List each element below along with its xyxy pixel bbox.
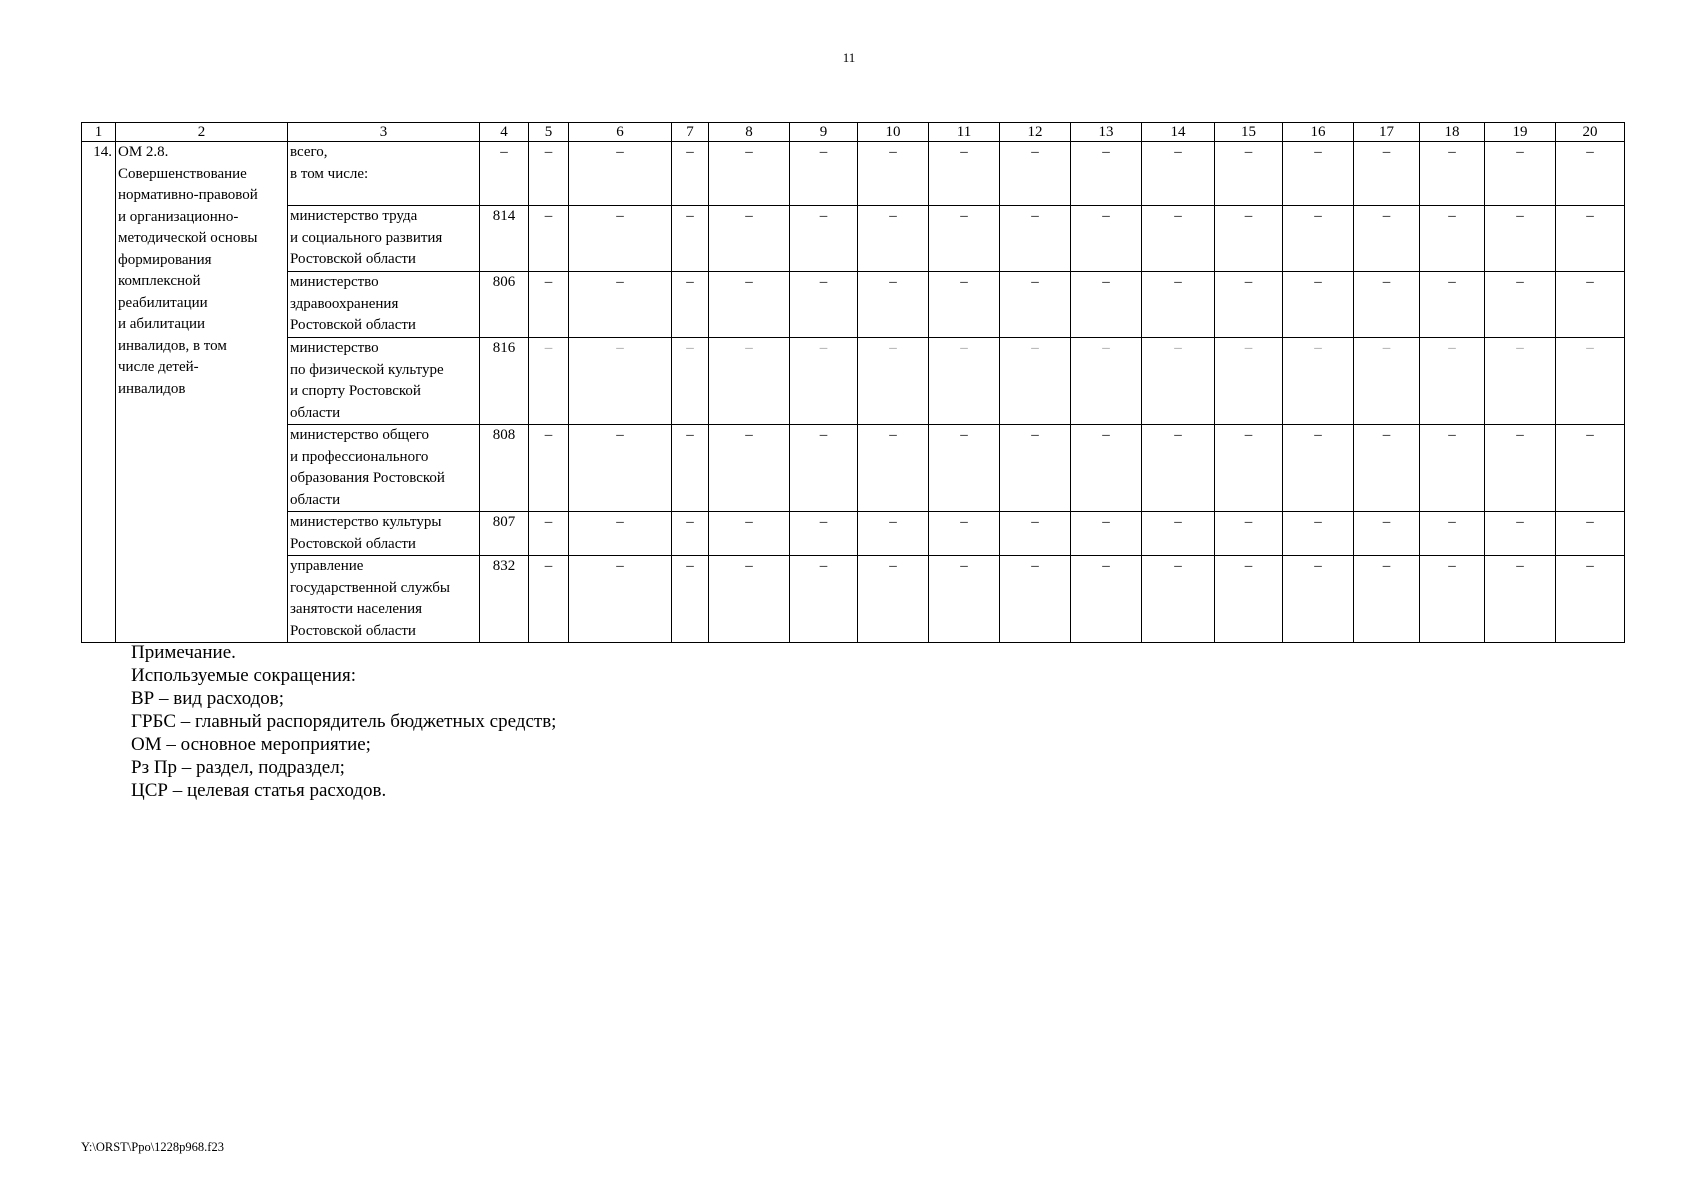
- text-line: и социального развития: [290, 229, 443, 246]
- text-line: реабилитации: [118, 294, 208, 311]
- value-cell: –: [569, 425, 672, 512]
- value-cell: –: [672, 512, 709, 556]
- value-cell: –: [529, 512, 569, 556]
- value-cell: –: [1420, 425, 1485, 512]
- value-cell: –: [1215, 142, 1283, 206]
- value-cell: –: [529, 556, 569, 643]
- value-cell: –: [709, 556, 790, 643]
- note-line: Используемые сокращения:: [131, 665, 356, 686]
- value-cell: –: [1485, 338, 1556, 425]
- text-line: Совершенствование: [118, 165, 247, 182]
- value-cell: –: [929, 206, 1000, 272]
- table-row: [82, 512, 1625, 556]
- row-number: 14.: [82, 142, 116, 643]
- column-header: 17: [1354, 123, 1420, 142]
- value-cell: –: [1420, 556, 1485, 643]
- value-cell: –: [569, 206, 672, 272]
- text-line: здравоохранения: [290, 295, 399, 312]
- value-cell: –: [1420, 272, 1485, 338]
- column-header: 12: [1000, 123, 1071, 142]
- table-row: [82, 142, 1625, 206]
- value-cell: –: [1556, 206, 1625, 272]
- text-line: по физической культуре: [290, 361, 444, 378]
- value-cell: –: [858, 556, 929, 643]
- column-header: 10: [858, 123, 929, 142]
- column-header: 5: [529, 123, 569, 142]
- value-cell: –: [569, 512, 672, 556]
- text-line: области: [290, 404, 341, 421]
- text-line: нормативно-правовой: [118, 187, 258, 203]
- page-number: 11: [842, 50, 856, 65]
- executor-cell: [288, 142, 480, 206]
- value-cell: –: [709, 512, 790, 556]
- value-cell: –: [858, 338, 929, 425]
- value-cell: –: [672, 556, 709, 643]
- note-line: ОМ – основное мероприятие;: [131, 734, 371, 755]
- value-cell: –: [529, 425, 569, 512]
- column-header: 14: [1142, 123, 1215, 142]
- note-line: Рз Пр – раздел, подраздел;: [131, 757, 345, 778]
- value-cell: –: [569, 556, 672, 643]
- table-row: [82, 556, 1625, 643]
- value-cell: –: [569, 338, 672, 425]
- value-cell: –: [529, 272, 569, 338]
- value-cell: –: [1215, 425, 1283, 512]
- value-cell: –: [1071, 425, 1142, 512]
- column-header: 16: [1283, 123, 1354, 142]
- value-cell: –: [1000, 338, 1071, 425]
- note-line: ВР – вид расходов;: [131, 688, 285, 709]
- text-line: и организационно-: [118, 208, 239, 225]
- column-header: 20: [1556, 123, 1625, 142]
- value-cell: –: [858, 512, 929, 556]
- budget-table: [81, 122, 1625, 643]
- value-cell: –: [1071, 142, 1142, 206]
- value-cell: –: [1142, 338, 1215, 425]
- value-cell: –: [1283, 512, 1354, 556]
- value-cell: –: [1420, 338, 1485, 425]
- value-cell: –: [1283, 425, 1354, 512]
- value-cell: –: [529, 338, 569, 425]
- value-cell: –: [1354, 206, 1420, 272]
- value-cell: –: [1071, 206, 1142, 272]
- grbs-code: –: [480, 142, 529, 206]
- executor-cell: [288, 512, 480, 556]
- value-cell: –: [1071, 338, 1142, 425]
- value-cell: –: [858, 206, 929, 272]
- text-line: в том числе:: [290, 165, 369, 182]
- text-line: инвалидов, в том: [118, 337, 227, 354]
- value-cell: –: [1142, 142, 1215, 206]
- text-line: министерство: [290, 274, 379, 290]
- text-line: ОМ 2.8.: [118, 144, 169, 160]
- text-line: и спорту Ростовской: [290, 383, 421, 399]
- text-line: образования Ростовской: [290, 470, 445, 486]
- text-line: числе детей-: [118, 359, 199, 375]
- table-row: [82, 206, 1625, 272]
- value-cell: –: [1215, 338, 1283, 425]
- table-row: [82, 338, 1625, 425]
- value-cell: –: [1354, 142, 1420, 206]
- executor-cell: [288, 272, 480, 338]
- value-cell: –: [1354, 512, 1420, 556]
- value-cell: –: [1071, 272, 1142, 338]
- value-cell: –: [929, 338, 1000, 425]
- value-cell: –: [1354, 338, 1420, 425]
- value-cell: –: [1000, 272, 1071, 338]
- value-cell: –: [672, 142, 709, 206]
- value-cell: –: [1354, 556, 1420, 643]
- executor-cell: [288, 338, 480, 425]
- value-cell: –: [1485, 556, 1556, 643]
- value-cell: –: [1142, 206, 1215, 272]
- measure-name: [116, 142, 288, 643]
- column-header: 9: [790, 123, 858, 142]
- column-header: 3: [288, 123, 480, 142]
- text-line: министерство культуры: [290, 514, 442, 530]
- value-cell: –: [1485, 425, 1556, 512]
- text-line: и абилитации: [118, 316, 206, 332]
- text-line: и профессионального: [290, 448, 429, 465]
- grbs-code: 832: [480, 556, 529, 643]
- grbs-code: 808: [480, 425, 529, 512]
- value-cell: –: [1071, 556, 1142, 643]
- value-cell: –: [858, 272, 929, 338]
- value-cell: –: [1556, 142, 1625, 206]
- value-cell: –: [1485, 142, 1556, 206]
- text-line: управление: [290, 558, 364, 574]
- executor-cell: [288, 206, 480, 272]
- text-line: государственной службы: [290, 579, 450, 596]
- value-cell: –: [790, 512, 858, 556]
- column-header: 18: [1420, 123, 1485, 142]
- column-header: 4: [480, 123, 529, 142]
- value-cell: –: [1215, 512, 1283, 556]
- text-line: министерство общего: [290, 427, 430, 443]
- value-cell: –: [1215, 272, 1283, 338]
- value-cell: –: [790, 338, 858, 425]
- value-cell: –: [1000, 556, 1071, 643]
- note-line: ГРБС – главный распорядитель бюджетных средств;: [131, 711, 557, 732]
- column-header: 11: [929, 123, 1000, 142]
- value-cell: –: [1556, 425, 1625, 512]
- value-cell: –: [790, 206, 858, 272]
- value-cell: –: [1354, 272, 1420, 338]
- text-line: Ростовской области: [290, 317, 416, 333]
- text-line: министерство труда: [290, 208, 418, 224]
- column-header: 6: [569, 123, 672, 142]
- value-cell: –: [569, 272, 672, 338]
- value-cell: –: [1420, 206, 1485, 272]
- value-cell: –: [1283, 206, 1354, 272]
- value-cell: –: [1420, 142, 1485, 206]
- text-line: формирования: [118, 251, 212, 268]
- grbs-code: 806: [480, 272, 529, 338]
- table-row: [82, 272, 1625, 338]
- column-header: 8: [709, 123, 790, 142]
- text-line: методической основы: [118, 230, 258, 246]
- column-header: 2: [116, 123, 288, 142]
- value-cell: –: [1215, 206, 1283, 272]
- value-cell: –: [1283, 556, 1354, 643]
- value-cell: –: [790, 142, 858, 206]
- value-cell: –: [929, 272, 1000, 338]
- value-cell: –: [709, 338, 790, 425]
- value-cell: –: [1215, 556, 1283, 643]
- value-cell: –: [672, 338, 709, 425]
- value-cell: –: [1142, 425, 1215, 512]
- value-cell: –: [709, 272, 790, 338]
- value-cell: –: [929, 556, 1000, 643]
- value-cell: –: [1142, 512, 1215, 556]
- value-cell: –: [1556, 272, 1625, 338]
- column-header: 15: [1215, 123, 1283, 142]
- grbs-code: 816: [480, 338, 529, 425]
- value-cell: –: [709, 142, 790, 206]
- executor-cell: [288, 425, 480, 512]
- column-header: 19: [1485, 123, 1556, 142]
- grbs-code: 807: [480, 512, 529, 556]
- table-row: [82, 425, 1625, 512]
- value-cell: –: [1485, 206, 1556, 272]
- value-cell: –: [672, 272, 709, 338]
- value-cell: –: [1000, 425, 1071, 512]
- column-header: 1: [82, 123, 116, 142]
- value-cell: –: [1142, 272, 1215, 338]
- value-cell: –: [929, 512, 1000, 556]
- text-line: занятости населения: [290, 601, 423, 617]
- value-cell: –: [1142, 556, 1215, 643]
- column-header: 7: [672, 123, 709, 142]
- text-line: области: [290, 491, 341, 508]
- value-cell: –: [1556, 512, 1625, 556]
- notes-heading: Примечание.: [131, 642, 236, 663]
- value-cell: –: [1000, 512, 1071, 556]
- value-cell: –: [1354, 425, 1420, 512]
- value-cell: –: [1071, 512, 1142, 556]
- value-cell: –: [529, 142, 569, 206]
- value-cell: –: [672, 206, 709, 272]
- value-cell: –: [790, 556, 858, 643]
- value-cell: –: [790, 272, 858, 338]
- value-cell: –: [1283, 142, 1354, 206]
- value-cell: –: [1485, 272, 1556, 338]
- text-line: министерство: [290, 340, 379, 356]
- text-line: инвалидов: [118, 380, 186, 397]
- value-cell: –: [569, 142, 672, 206]
- value-cell: –: [529, 206, 569, 272]
- value-cell: –: [1556, 556, 1625, 643]
- value-cell: –: [858, 425, 929, 512]
- value-cell: –: [1000, 142, 1071, 206]
- text-line: комплексной: [118, 273, 201, 289]
- column-header: 13: [1071, 123, 1142, 142]
- value-cell: –: [709, 425, 790, 512]
- value-cell: –: [1283, 338, 1354, 425]
- text-line: Ростовской области: [290, 535, 416, 552]
- value-cell: –: [709, 206, 790, 272]
- value-cell: –: [672, 425, 709, 512]
- value-cell: –: [858, 142, 929, 206]
- value-cell: –: [1556, 338, 1625, 425]
- value-cell: –: [1283, 272, 1354, 338]
- value-cell: –: [929, 142, 1000, 206]
- grbs-code: 814: [480, 206, 529, 272]
- executor-cell: [288, 556, 480, 643]
- file-path: Y:\ORST\Ppo\1228p968.f23: [81, 1140, 224, 1154]
- header-row: [82, 123, 1625, 142]
- text-line: всего,: [290, 144, 328, 160]
- value-cell: –: [1000, 206, 1071, 272]
- text-line: Ростовской области: [290, 251, 416, 267]
- value-cell: –: [1485, 512, 1556, 556]
- text-line: Ростовской области: [290, 622, 416, 639]
- value-cell: –: [1420, 512, 1485, 556]
- notes-block: [131, 641, 556, 802]
- value-cell: –: [790, 425, 858, 512]
- note-line: ЦСР – целевая статья расходов.: [131, 780, 387, 801]
- value-cell: –: [929, 425, 1000, 512]
